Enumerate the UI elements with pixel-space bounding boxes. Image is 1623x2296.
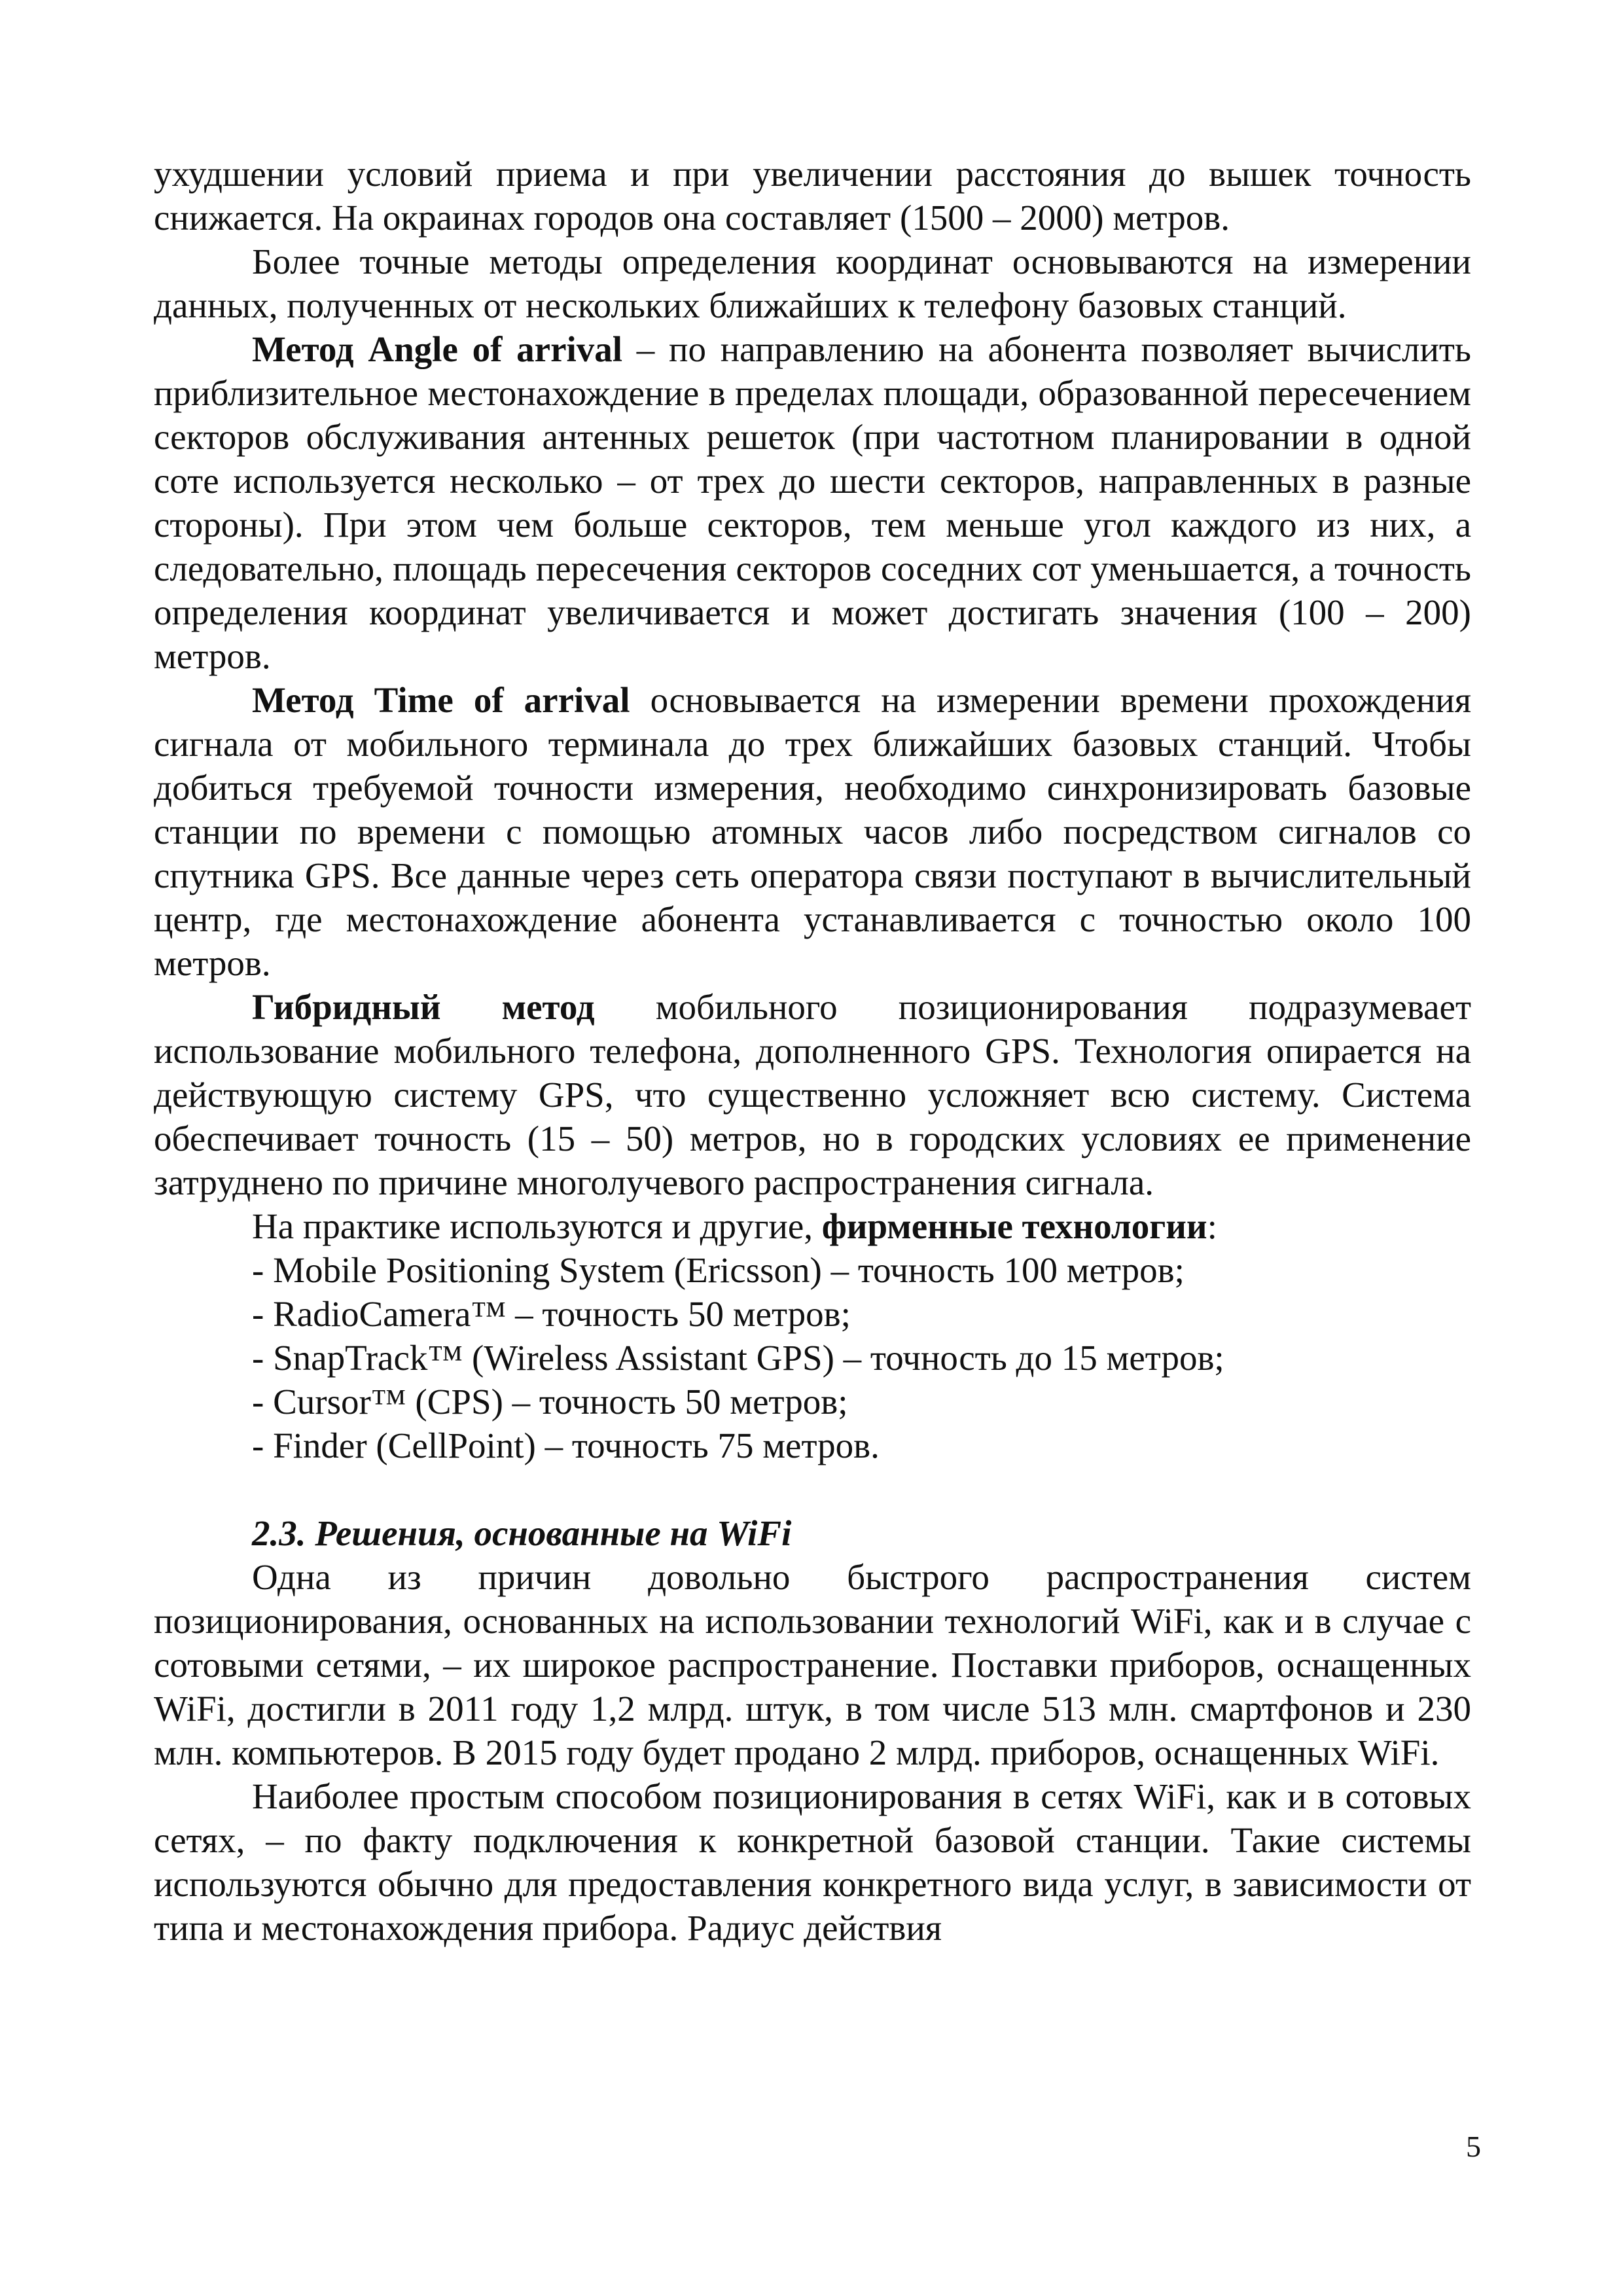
list-item: - Cursor™ (CPS) – точность 50 метров; [252, 1382, 848, 1422]
paragraph-text: : [1207, 1206, 1217, 1246]
paragraph-hybrid-method [154, 985, 1471, 1204]
paragraph-continuation: ухудшении условий приема и при увеличении расстояния до вышек точность снижается. На окраинах городов она составляет (1500 – 2000) метров. [154, 154, 1471, 238]
paragraph-proprietary-intro [154, 1204, 1471, 1248]
paragraph-text: мобильного позиционирования подразумевает использование мобильного телефона, дополненного GPS. Технология опирается на действующую систему GPS, что существенно усложняет всю систему. Система обеспечивает точность (15 – 50) метров, но в городских условиях ее применение затруднено по причине многолучевого распространения сигнала. [154, 987, 1471, 1202]
technology-list [154, 1248, 1471, 1467]
page-number: 5 [1466, 2130, 1481, 2163]
term-hybrid-method: Гибридный метод [252, 987, 595, 1027]
paragraph-text: На практике используются и другие, [252, 1206, 822, 1246]
list-item: - RadioCamera™ – точность 50 метров; [252, 1294, 851, 1334]
paragraph-precise-methods: Более точные методы определения координат основываются на измерении данных, полученных от нескольких ближайших к телефону базовых станций. [154, 242, 1471, 325]
term-time-of-arrival: Метод Time of arrival [252, 680, 630, 720]
list-item: - SnapTrack™ (Wireless Assistant GPS) – точность до 15 метров; [252, 1338, 1224, 1378]
list-item: - Mobile Positioning System (Ericsson) – точность 100 метров; [252, 1250, 1185, 1290]
section-heading: 2.3. Решения, основанные на WiFi [252, 1513, 792, 1553]
page-body [154, 152, 1471, 1950]
paragraph-angle-of-arrival [154, 327, 1471, 678]
term-proprietary-technologies: фирменные технологии [821, 1206, 1207, 1246]
paragraph-text: основывается на измерении времени прохождения сигнала от мобильного терминала до трех ближайших базовых станций. Чтобы добиться требуемой точности измерения, необходимо синхронизировать базовые станции по времени с помощью атомных часов либо посредством сигналов со спутника GPS. Все данные через сеть оператора связи поступают в вычислительный центр, где местонахождение абонента устанавливается с точностью около 100 метров. [154, 680, 1472, 983]
term-angle-of-arrival: Метод Angle of arrival [252, 329, 623, 369]
paragraph-wifi-simple-method: Наиболее простым способом позиционирования в сетях WiFi, как и в сотовых сетях, – по факту подключения к конкретной базовой станции. Такие системы используются обычно для предоставления конкретного вида услуг, в зависимости от типа и местонахождения прибора. Радиус действия [154, 1776, 1471, 1948]
paragraph-time-of-arrival [154, 678, 1471, 985]
paragraph-text: – по направлению на абонента позволяет вычислить приблизительное местонахождение в пределах площади, образованной пересечением секторов обслуживания антенных решеток (при частотном планировании в одной соте используется несколько – от трех до шести секторов, направленных в разные стороны). При этом чем больше секторов, тем меньше угол каждого из них, а следовательно, площадь пересечения секторов соседних сот уменьшается, а точность определения координат увеличивается и может достигать значения (100 – 200) метров. [154, 329, 1471, 676]
paragraph-wifi-spread: Одна из причин довольно быстрого распространения систем позиционирования, основанных на использовании технологий WiFi, как и в случае с сотовыми сетями, – их широкое распространение. Поставки приборов, оснащенных WiFi, достигли в 2011 году 1,2 млрд. штук, в том числе 513 млн. смартфонов и 230 млн. компьютеров. В 2015 году будет продано 2 млрд. приборов, оснащенных WiFi. [154, 1557, 1471, 1772]
list-item: - Finder (CellPoint) – точность 75 метров. [252, 1426, 880, 1465]
